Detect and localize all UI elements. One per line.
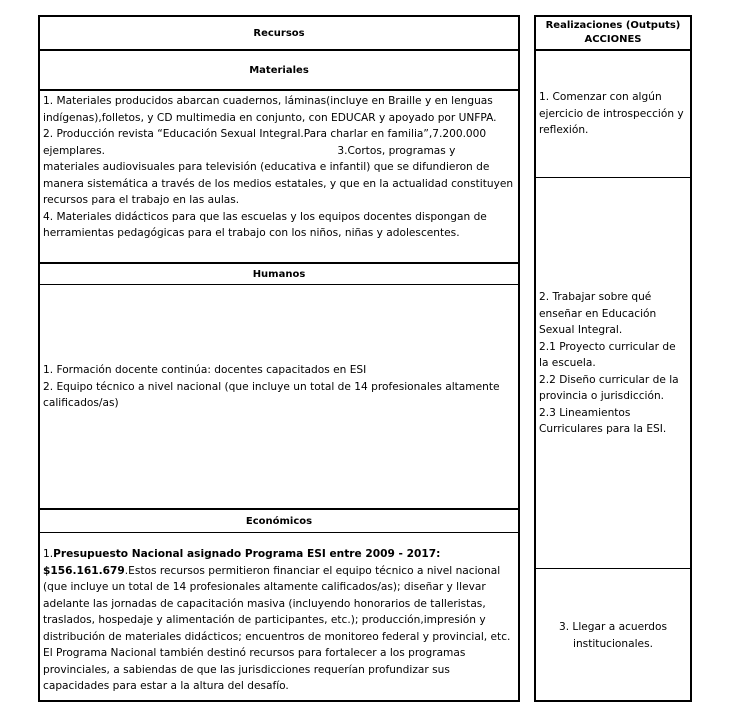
- resources-header: [40, 17, 518, 49]
- economicos-budget: Presupuesto Nacional asignado Programa ESI entre 2009 - 2017: $156.161.679: [43, 548, 441, 577]
- humanos-title: Humanos: [252, 268, 306, 280]
- action-1: 1. Comenzar con algún ejercicio de introspección y reflexión.: [539, 91, 688, 136]
- economicos-text: [40, 546, 518, 698]
- materiales-title: Materiales: [249, 64, 309, 76]
- humanos-text: 1. Formación docente continúa: docentes capacitados en ESI 2. Equipo técnico a nivel nacional (que incluye un total de 14 profesionales altamente calificados/as): [43, 364, 500, 409]
- divider: [536, 177, 690, 178]
- outputs-header-line1: Realizaciones (Outputs): [545, 20, 681, 31]
- divider: [40, 89, 518, 91]
- divider: [40, 532, 518, 533]
- resources-header-label: Recursos: [253, 27, 305, 39]
- outputs-header: [536, 17, 690, 49]
- materiales-text: 1. Materiales producidos abarcan cuadernos, láminas(incluye en Braille y en lenguas indígenas),folletos, y CD multimedia en conjunto, con EDUCAR y apoyado por UNFPA. 2. Producción revista “Educación Sexual Integral.Para charlar en familia”,7.200.000 ejemplares. 3.Cortos, programas y materiales audiovisuales para televisión (educativa e infantil) que se difundieron de manera sistemática a través de los medios estatales, y que en la actualidad constituyen recursos para el trabajo en las aulas. 4. Materiales didácticos para que las escuelas y los equipos docentes dispongan de herramientas pedagógicas para el trabajo con los niños, niñas y adolescentes.: [43, 95, 514, 239]
- outputs-header-line2: ACCIONES: [584, 34, 642, 45]
- action-3: 3. Llegar a acuerdos institucionales.: [558, 621, 671, 650]
- resources-table: [38, 15, 520, 702]
- economicos-title: Económicos: [245, 515, 313, 527]
- humanos-header: [40, 264, 518, 284]
- economicos-num: 1.: [43, 548, 54, 560]
- action-2: 2. Trabajar sobre qué enseñar en Educación Sexual Integral. 2.1 Proyecto curricular de la escuela. 2.2 Diseño curricular de la provincia o jurisdicción. 2.3 Lineamientos Curriculares para la ESI.: [539, 291, 679, 435]
- materiales-header: [40, 51, 518, 89]
- divider: [40, 284, 518, 285]
- economicos-header: [40, 510, 518, 532]
- economicos-rest: .Estos recursos permitieron financiar el equipo técnico a nivel nacional (que incluye un total de 14 profesionales altamente calificados/as); diseñar y llevar adelante las jornadas de capacitación masiva (incluyendo honorarios de talleristas, traslados, hospedaje y alimentación de participantes, etc.); producción,impresión y distribución de materiales didácticos; encuentros de monitoreo federal y provincial, etc. El Programa Nacional también destinó recursos para fortalecer a los programas provinciales, a sabiendas de que las jurisdicciones requerían profundizar sus capacidades para estar a la altura del desafío.: [43, 564, 511, 692]
- divider: [536, 49, 690, 51]
- divider: [536, 568, 690, 569]
- outputs-table: [534, 15, 692, 702]
